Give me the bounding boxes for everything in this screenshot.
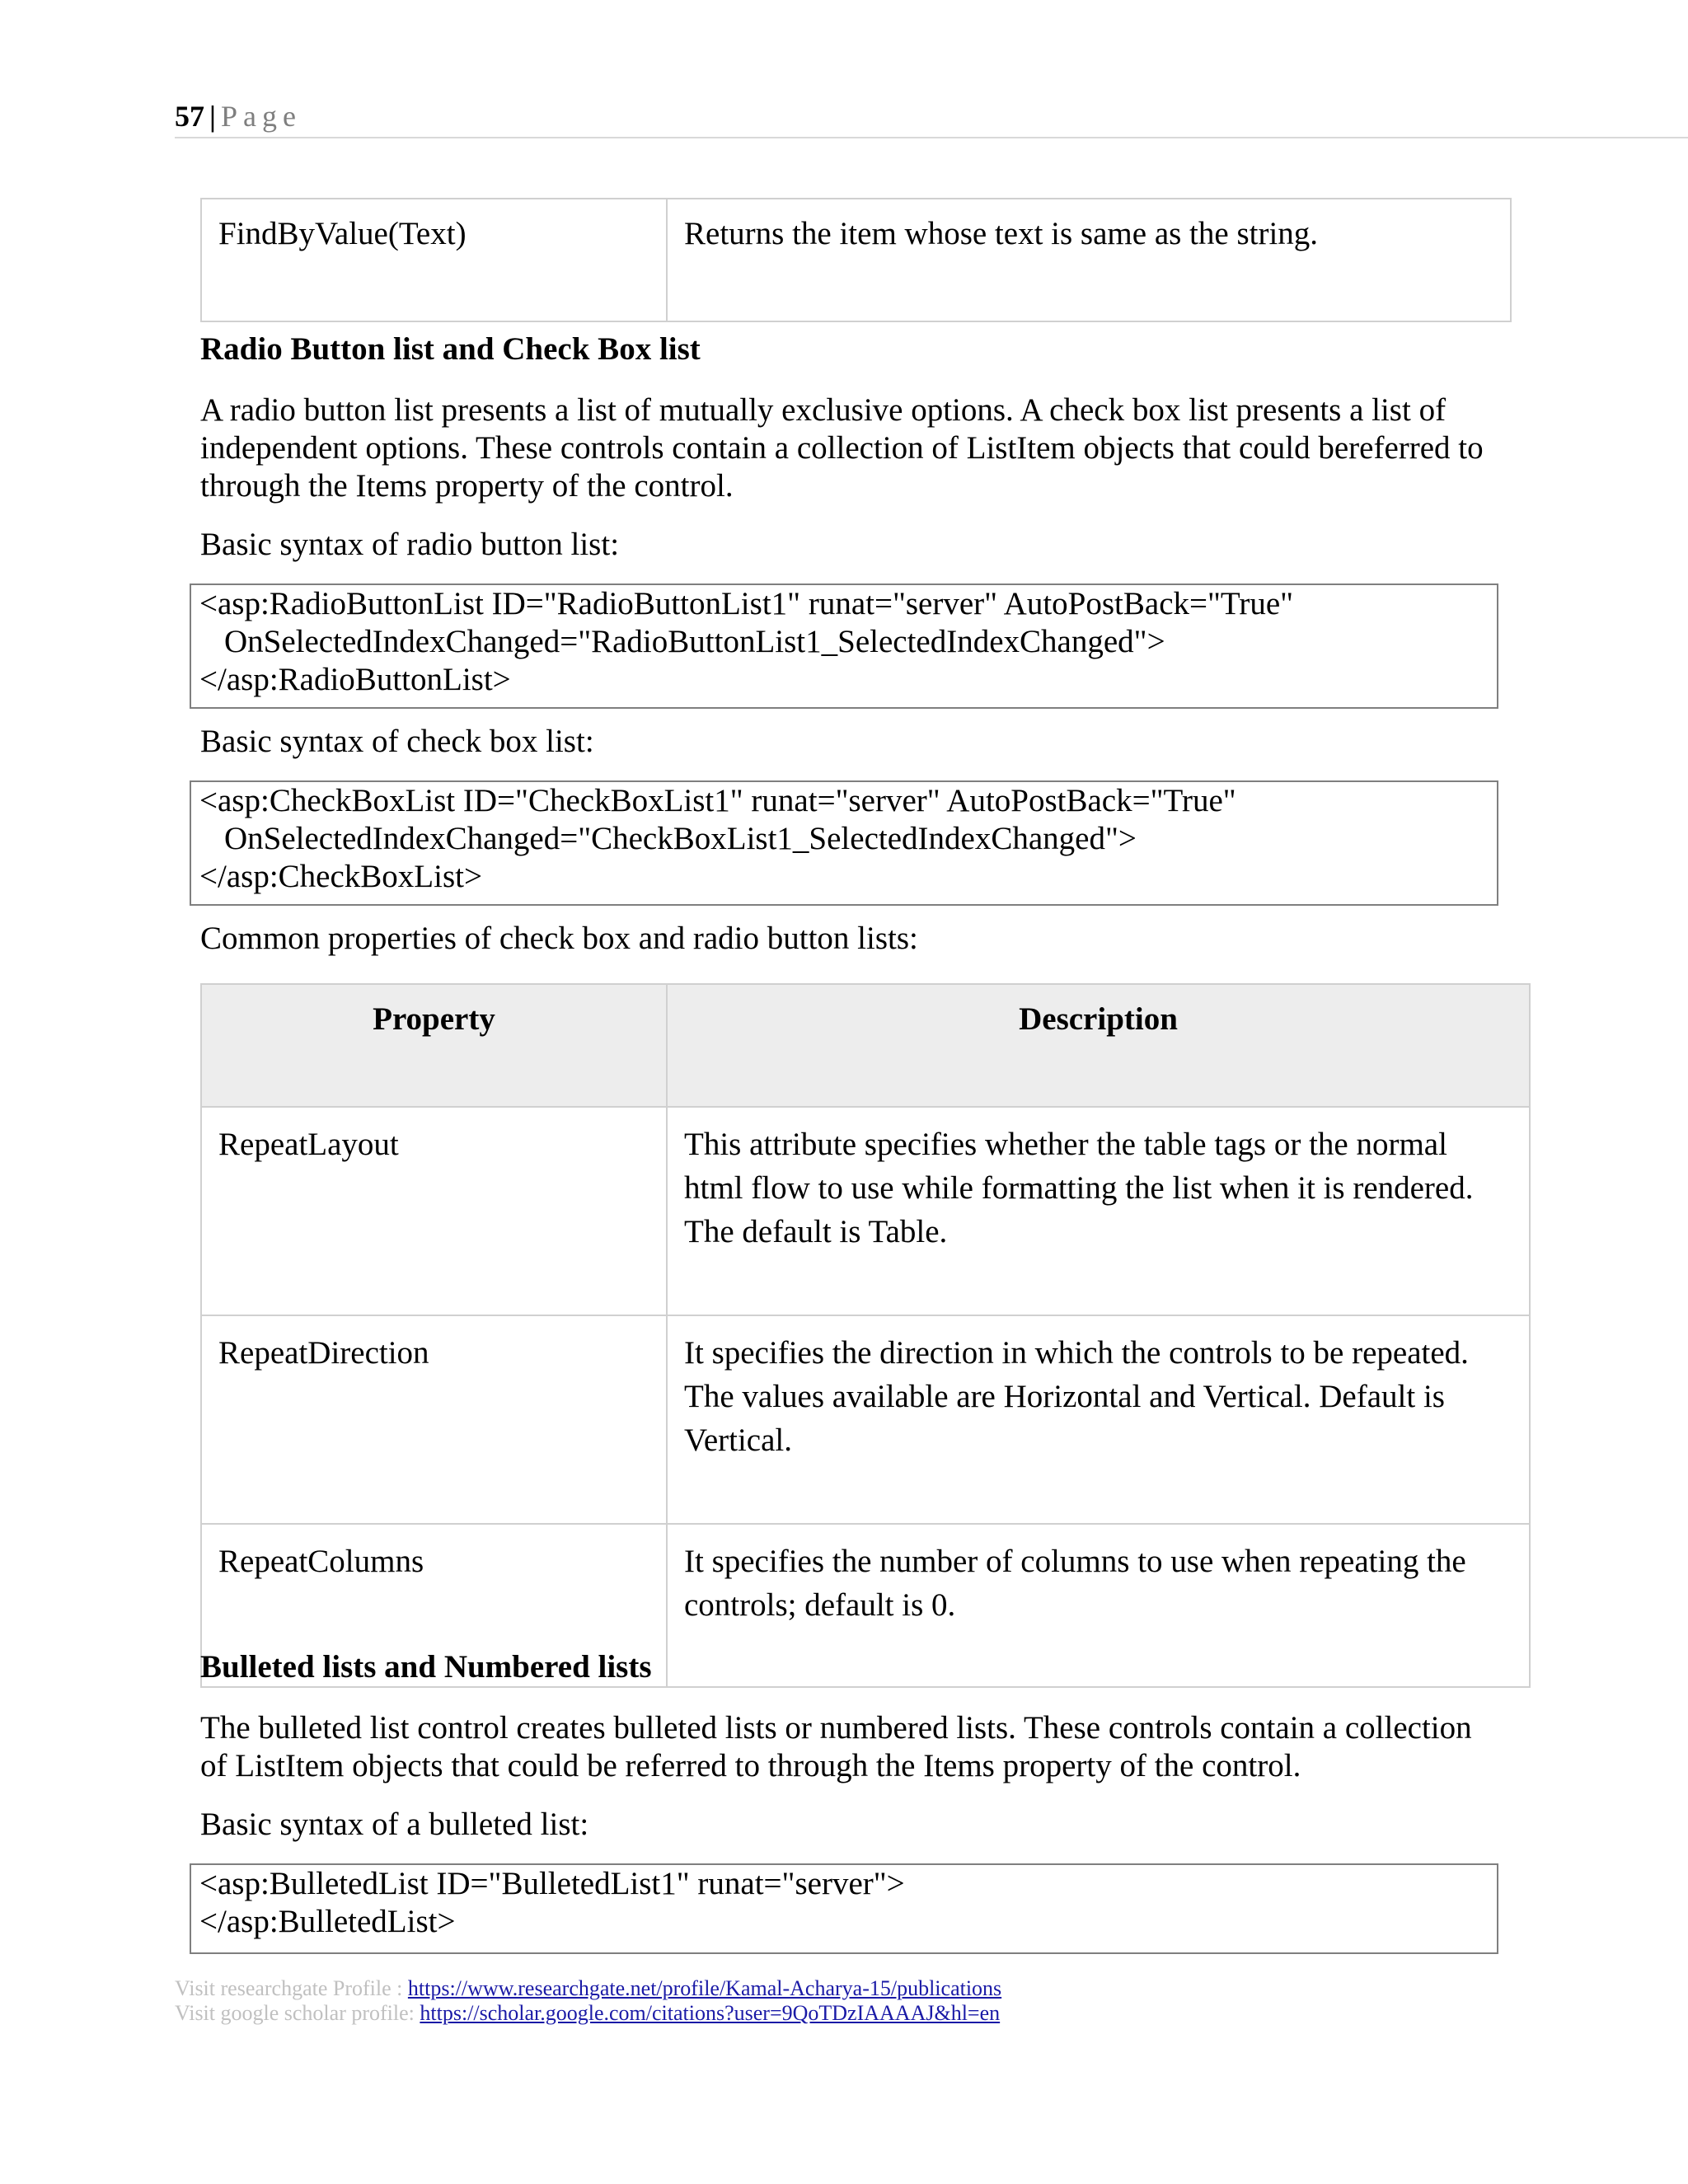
checkbox-code-box [190, 780, 1498, 906]
section-heading-radio-checkbox: Radio Button list and Check Box list [200, 331, 701, 367]
section-heading-bulleted: Bulleted lists and Numbered lists [200, 1649, 652, 1685]
table-row [201, 1107, 1530, 1315]
code-line: </asp:CheckBoxList> [199, 859, 482, 894]
radio-checkbox-paragraph: A radio button list presents a list of mutually exclusive options. A check box list presents a list of independent options. These controls contain a collection of ListItem objects that could bereferred to through the Items property of the control. [200, 392, 1484, 504]
property-description-cell: This attribute specifies whether the table tags or the normal html flow to use while formatting the list when it is rendered. The default is Table. [667, 1107, 1530, 1315]
code-line: </asp:BulletedList> [199, 1904, 456, 1939]
common-properties-label: Common properties of check box and radio button lists: [200, 921, 918, 956]
column-header-property: Property [201, 984, 667, 1107]
table-header-row [201, 984, 1530, 1107]
footer-researchgate [175, 1976, 1001, 2001]
table-row [201, 199, 1511, 321]
footer-scholar [175, 2001, 1000, 2026]
property-name-cell: RepeatLayout [201, 1107, 667, 1315]
page-separator: | [209, 100, 216, 133]
bulleted-code-box [190, 1863, 1498, 1954]
code-line: <asp:RadioButtonList ID="RadioButtonList1" runat="server" AutoPostBack="True" [199, 586, 1294, 621]
bulleted-syntax-label: Basic syntax of a bulleted list: [200, 1807, 589, 1842]
method-description-cell: Returns the item whose text is same as the string. [667, 199, 1511, 321]
radio-syntax-label: Basic syntax of radio button list: [200, 527, 620, 562]
properties-table [200, 983, 1531, 1688]
footer-researchgate-label: Visit researchgate Profile : [175, 1976, 408, 2000]
method-table [200, 198, 1512, 322]
property-description-cell: It specifies the number of columns to use when repeating the controls; default is 0. [667, 1524, 1530, 1687]
bulleted-paragraph: The bulleted list control creates bulleted lists or numbered lists. These controls contain a collection of ListItem objects that could be referred to through the Items property of the control. [200, 1710, 1472, 1783]
property-description-cell: It specifies the direction in which the controls to be repeated. The values available are Horizontal and Vertical. Default is Vertical. [667, 1315, 1530, 1524]
page-number: 57 [175, 100, 204, 133]
header-rule [175, 137, 1688, 138]
method-name-cell: FindByValue(Text) [201, 199, 667, 321]
property-name-cell: RepeatDirection [201, 1315, 667, 1524]
checkbox-syntax-label: Basic syntax of check box list: [200, 724, 594, 759]
code-line: </asp:RadioButtonList> [199, 662, 511, 697]
radio-code-box [190, 583, 1498, 709]
code-line: <asp:CheckBoxList ID="CheckBoxList1" runat="server" AutoPostBack="True" [199, 783, 1236, 818]
code-line: OnSelectedIndexChanged="RadioButtonList1_SelectedIndexChanged"> [224, 624, 1165, 659]
scholar-link[interactable]: https://scholar.google.com/citations?user=9QoTDzIAAAAJ&hl=en [420, 2001, 1001, 2025]
property-name-cell: RepeatColumns [201, 1524, 667, 1687]
code-line: <asp:BulletedList ID="BulletedList1" runat="server"> [199, 1866, 905, 1901]
page-word: Page [220, 100, 302, 133]
column-header-description: Description [667, 984, 1530, 1107]
page-header [175, 96, 302, 137]
table-row [201, 1315, 1530, 1524]
researchgate-link[interactable]: https://www.researchgate.net/profile/Kamal-Acharya-15/publications [407, 1976, 1002, 2000]
footer-scholar-label: Visit google scholar profile: [175, 2001, 420, 2025]
code-line: OnSelectedIndexChanged="CheckBoxList1_SelectedIndexChanged"> [224, 821, 1137, 856]
